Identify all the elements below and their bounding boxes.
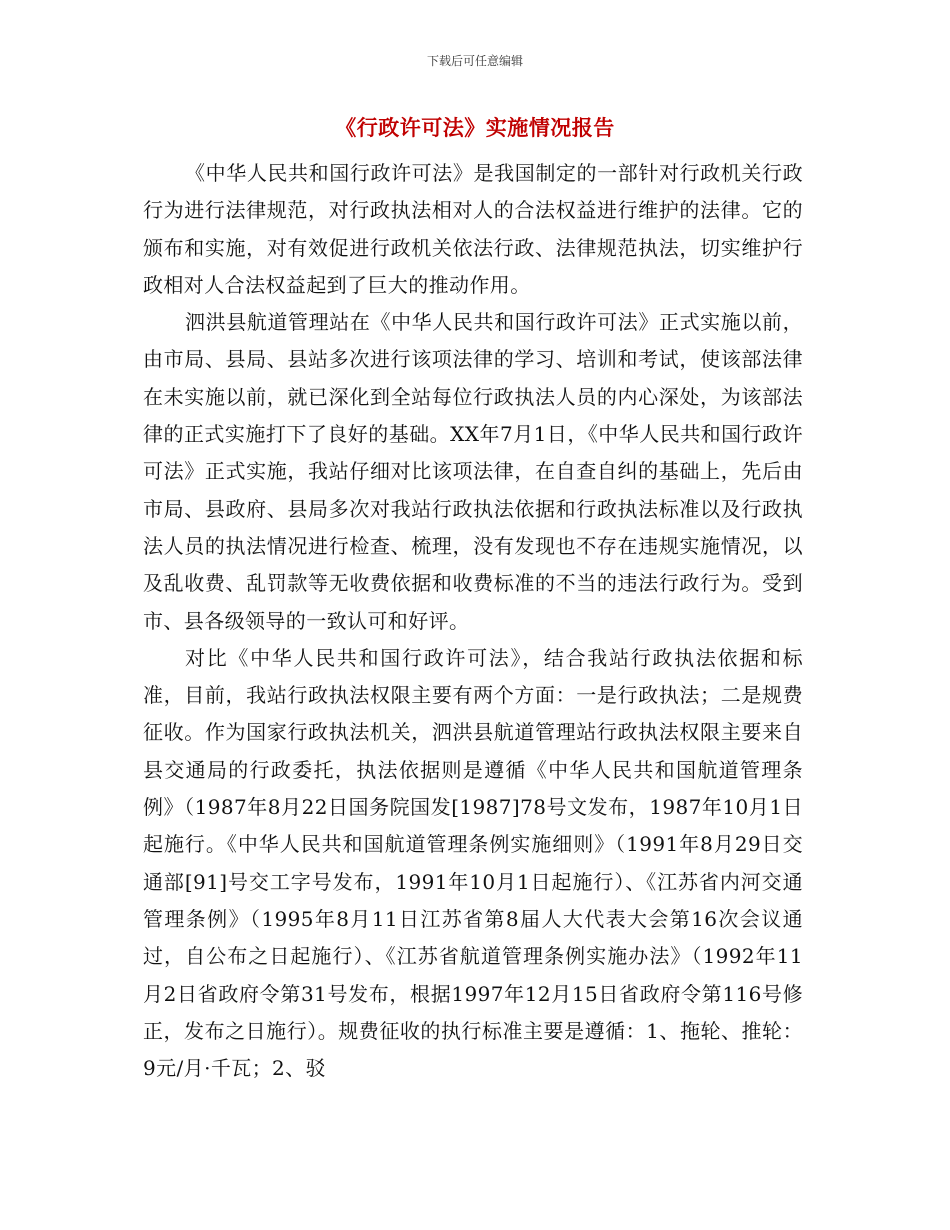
paragraph-intro: 《中华人民共和国行政许可法》是我国制定的一部针对行政机关行政行为进行法律规范，对行政执法相对人的合法权益进行维护的法律。它的颁布和实施，对有效促进行政机关依法行政、法律规范执法，切实维护行政相对人合法权益起到了巨大的推动作用。: [143, 161, 803, 297]
paragraph-authority: 对比《中华人民共和国行政许可法》，结合我站行政执法依据和标准，目前，我站行政执法权限主要有两个方面：一是行政执法；二是规费征收。作为国家行政执法机关，泗洪县航道管理站行政执法权限主要来自县交通局的行政委托，执法依据则是遵循《中华人民共和国航道管理条例》（1987年8月22日国务院国发[1987]78号文发布，1987年10月1日起施行。《中华人民共和国航道管理条例实施细则》（1991年8月29日交通部[91]号交工字号发布，1991年10月1日起施行）、《江苏省内河交通管理条例》（1995年8月11日江苏省第8届人大代表大会第16次会议通过，自公布之日起施行）、《江苏省航道管理条例实施办法》（1992年11月2日省政府令第31号发布，根据1997年12月15日省政府令第116号修正，发布之日施行）。规费征收的执行标准主要是遵循：1、拖轮、推轮：9元/月·千瓦；2、驳: [143, 645, 803, 1081]
header-note: 下载后可任意编辑: [426, 54, 523, 68]
paragraph-implementation: 泗洪县航道管理站在《中华人民共和国行政许可法》正式实施以前，由市局、县局、县站多次进行该项法律的学习、培训和考试，使该部法律在未实施以前，就已深化到全站每位行政执法人员的内心深处，为该部法律的正式实施打下了良好的基础。XX年7月1日，《中华人民共和国行政许可法》正式实施，我站仔细对比该项法律，在自查自纠的基础上，先后由市局、县政府、县局多次对我站行政执法依据和行政执法标准以及行政执法人员的执法情况进行检查、梳理，没有发现也不存在违规实施情况，以及乱收费、乱罚款等无收费依据和收费标准的不当的违法行政行为。受到市、县各级领导的一致认可和好评。: [143, 310, 803, 633]
document-title: 《行政许可法》实施情况报告: [335, 116, 615, 140]
document-body: [143, 155, 803, 1087]
